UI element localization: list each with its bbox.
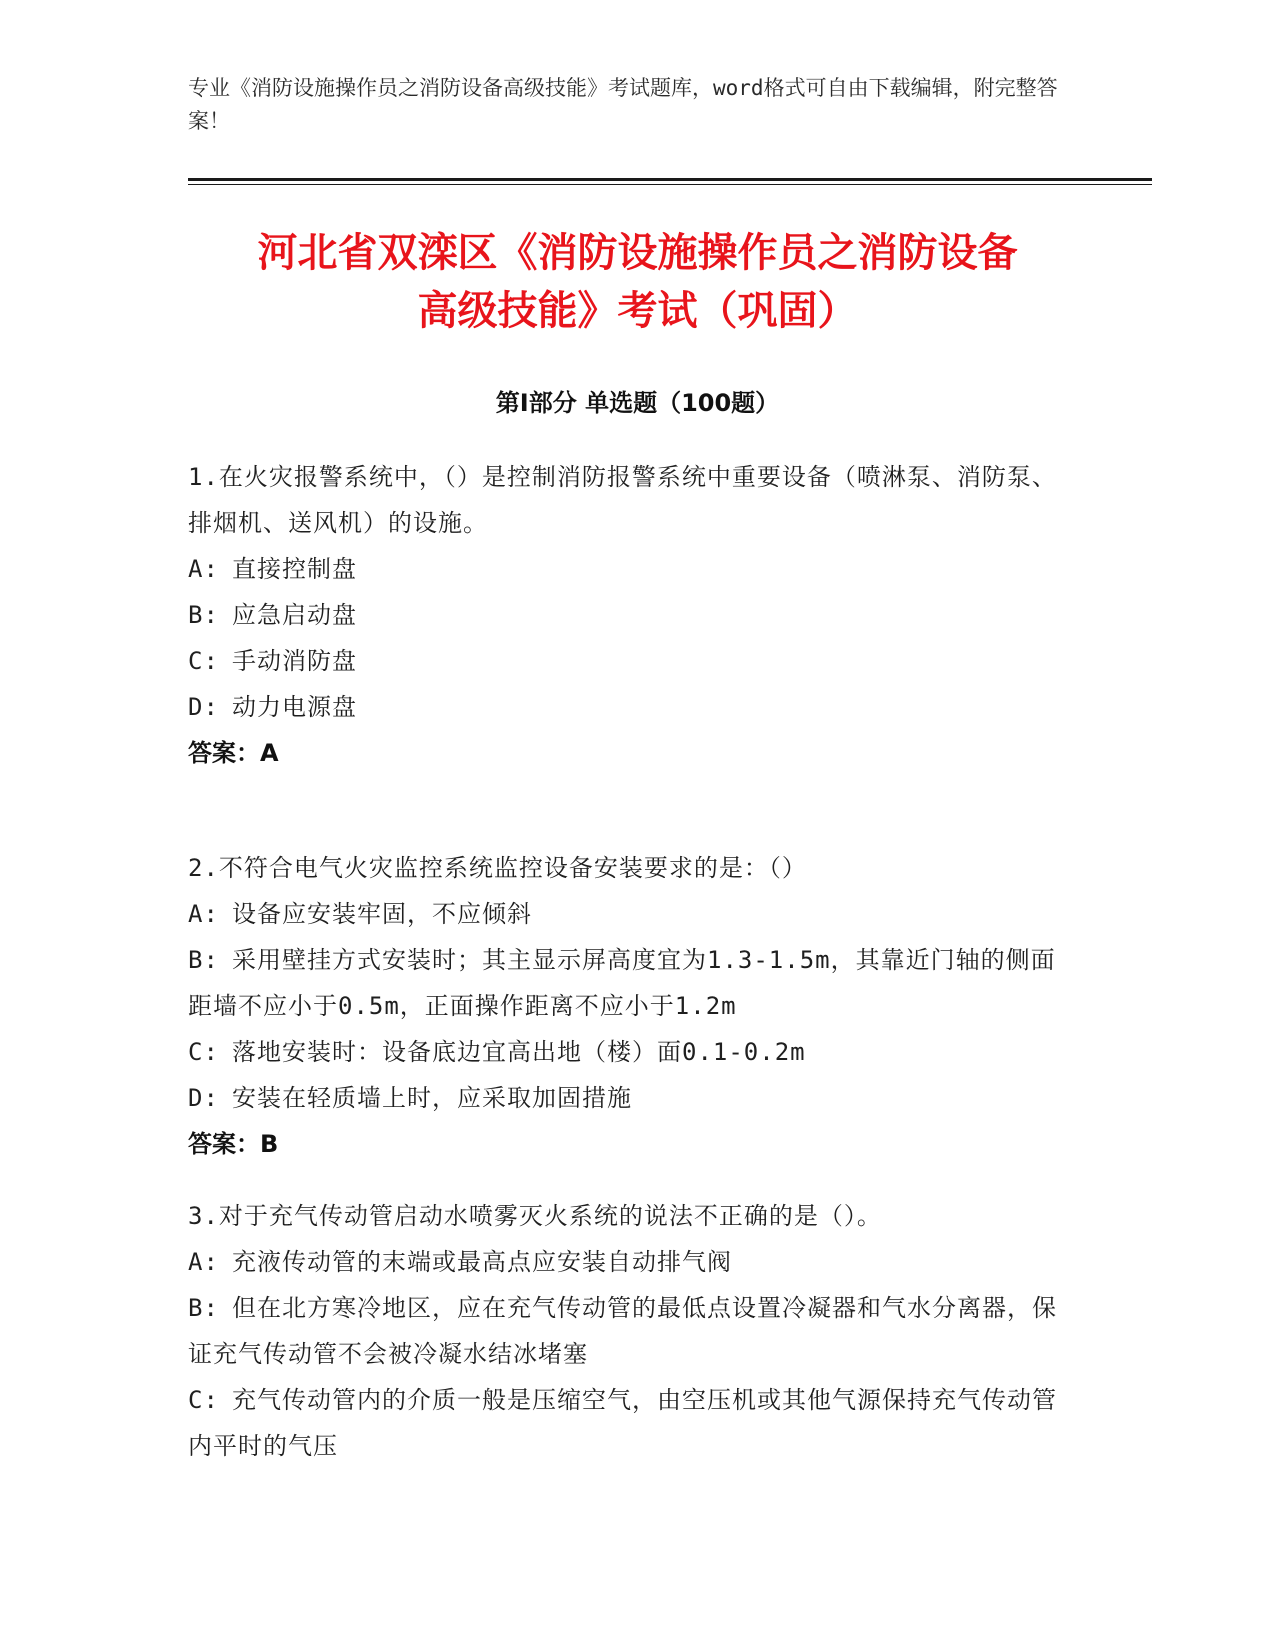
section-title: 第Ⅰ部分 单选题（100题） <box>495 389 780 417</box>
document-title-line-2: 高级技能》考试（巩固） <box>417 288 858 334</box>
option-text: 充液传动管的末端或最高点应安装自动排气阀 <box>232 1248 732 1276</box>
question-2-option-b <box>188 937 1078 1029</box>
option-letter: B: <box>188 946 219 974</box>
option-text: 手动消防盘 <box>232 647 357 675</box>
option-letter: D: <box>188 693 219 721</box>
header-rule-thick <box>188 178 1152 181</box>
option-letter: D: <box>188 1084 219 1112</box>
option-letter: C: <box>188 1386 219 1414</box>
question-2 <box>188 845 1078 1167</box>
header-note: 专业《消防设施操作员之消防设备高级技能》考试题库，word格式可自由下载编辑，附完整答案！ <box>188 76 1058 133</box>
question-2-stem: 2.不符合电气火灾监控系统监控设备安装要求的是：（） <box>188 854 807 882</box>
question-3-option-c <box>188 1377 1078 1469</box>
option-letter: B: <box>188 1294 219 1322</box>
option-letter: A: <box>188 555 219 583</box>
option-text: 采用壁挂方式安装时；其主显示屏高度宜为1.3-1.5m，其靠近门轴的侧面距墙不应小于0.5m，正面操作距离不应小于1.2m <box>188 946 1056 1020</box>
question-1-option-a <box>188 546 1078 592</box>
option-text: 直接控制盘 <box>232 555 357 583</box>
question-2-option-c <box>188 1029 1078 1075</box>
option-letter: A: <box>188 1248 219 1276</box>
question-1-answer: 答案：A <box>188 739 279 767</box>
question-2-option-a <box>188 891 1078 937</box>
question-1-option-b <box>188 592 1078 638</box>
option-text: 安装在轻质墙上时，应采取加固措施 <box>232 1084 632 1112</box>
option-letter: B: <box>188 601 219 629</box>
question-1-stem: 1.在火灾报警系统中，（）是控制消防报警系统中重要设备（喷淋泵、消防泵、排烟机、送风机）的设施。 <box>188 463 1057 537</box>
option-text: 充气传动管内的介质一般是压缩空气，由空压机或其他气源保持充气传动管内平时的气压 <box>188 1386 1057 1460</box>
option-text: 设备应安装牢固，不应倾斜 <box>232 900 532 928</box>
question-3-option-b <box>188 1285 1078 1377</box>
document-title-line-1: 河北省双滦区《消防设施操作员之消防设备 <box>257 230 1018 276</box>
header-rule-thin <box>188 184 1152 185</box>
option-letter: A: <box>188 900 219 928</box>
option-letter: C: <box>188 1038 219 1066</box>
question-3-stem: 3.对于充气传动管启动水喷雾灭火系统的说法不正确的是（）。 <box>188 1202 882 1230</box>
option-text: 动力电源盘 <box>232 693 357 721</box>
document-title <box>150 224 1125 340</box>
option-letter: C: <box>188 647 219 675</box>
option-text: 但在北方寒冷地区，应在充气传动管的最低点设置冷凝器和气水分离器，保证充气传动管不会被冷凝水结冰堵塞 <box>188 1294 1057 1368</box>
option-text: 落地安装时：设备底边宜高出地（楼）面0.1-0.2m <box>232 1038 806 1066</box>
question-1-option-c <box>188 638 1078 684</box>
question-3-option-a <box>188 1239 1078 1285</box>
question-2-answer: 答案：B <box>188 1130 279 1158</box>
option-text: 应急启动盘 <box>232 601 357 629</box>
question-1 <box>188 454 1078 776</box>
question-1-option-d <box>188 684 1078 730</box>
question-2-option-d <box>188 1075 1078 1121</box>
question-3 <box>188 1193 1078 1469</box>
